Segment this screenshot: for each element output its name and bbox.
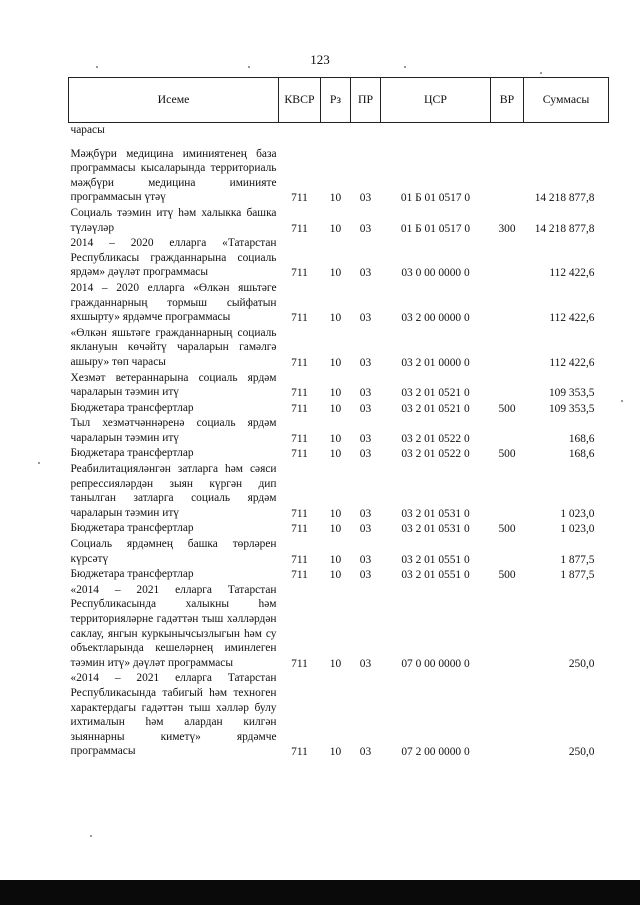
row-name: Мәҗбүри медицина иминиятенең база программасы кысаларында территориаль мәҗбүри медицина иминияте программасын үтәү (70, 147, 277, 204)
row-vr (491, 583, 524, 672)
row-csr: 03 2 01 0531 0 (401, 507, 470, 520)
row-sum: 168,6 (568, 432, 595, 445)
table-row (69, 567, 609, 583)
row-sum: 1 877,5 (560, 569, 595, 582)
header-pr: ПР (351, 78, 381, 123)
row-pr: 03 (359, 746, 372, 759)
row-rz: 10 (329, 222, 342, 235)
row-vr: 300 (498, 222, 516, 235)
row-csr: 07 2 00 0000 0 (401, 746, 470, 759)
row-csr: 01 Б 01 0517 0 (400, 222, 471, 235)
row-name: 2014 – 2020 елларга «Өлкән яшьтәге гражданнарның тормыш сыйфатын яхшырту» ярдәмче программасы (70, 281, 277, 324)
row-csr: 03 2 01 0000 0 (401, 356, 470, 369)
row-csr: 03 2 01 0522 0 (401, 448, 470, 461)
row-rz: 10 (329, 387, 342, 400)
row-vr (491, 671, 524, 760)
row-name: Бюджетара трансфертлар (70, 568, 194, 581)
row-kvsr: 711 (291, 746, 308, 759)
table-row (69, 236, 609, 281)
row-csr: 03 2 01 0551 0 (401, 569, 470, 582)
table-row (69, 371, 609, 401)
table-row (69, 416, 609, 446)
row-vr: 500 (498, 448, 516, 461)
row-name: Бюджетара трансфертлар (70, 447, 194, 460)
row-kvsr: 711 (291, 222, 308, 235)
row-vr (491, 236, 524, 281)
row-name: «Өлкән яшьтәге гражданнарның социаль яклануын көчәйтү чараларын гамәлгә ашыру» төп чарасы (70, 326, 277, 368)
row-pr: 03 (359, 312, 372, 325)
row-kvsr: 711 (291, 448, 308, 461)
row-kvsr: 711 (291, 507, 308, 520)
row-sum: 109 353,5 (548, 387, 595, 400)
row-rz: 10 (329, 553, 342, 566)
table-row (69, 139, 609, 206)
header-csr: ЦСР (381, 78, 491, 123)
row-csr: 07 0 00 0000 0 (401, 657, 470, 670)
row-rz (321, 123, 351, 139)
row-kvsr: 711 (291, 553, 308, 566)
row-name: чарасы (70, 124, 105, 136)
row-csr: 03 2 01 0531 0 (401, 523, 470, 536)
row-vr (491, 537, 524, 567)
table-row (69, 123, 609, 139)
row-kvsr: 711 (291, 432, 308, 445)
table-row (69, 326, 609, 371)
row-kvsr: 711 (291, 523, 308, 536)
scan-speck (621, 400, 623, 402)
row-kvsr (279, 123, 321, 139)
row-vr (491, 139, 524, 206)
row-vr (491, 462, 524, 521)
row-sum: 109 353,5 (548, 402, 595, 415)
row-pr: 03 (359, 657, 372, 670)
row-name: Бюджетара трансфертлар (70, 401, 194, 414)
header-vr: ВР (491, 78, 524, 123)
row-sum: 14 218 877,8 (534, 222, 595, 235)
row-sum: 1 877,5 (560, 553, 595, 566)
row-pr: 03 (359, 222, 372, 235)
table-row (69, 521, 609, 537)
header-sum: Суммасы (524, 78, 609, 123)
row-name: Хезмәт ветераннарына социаль ярдәм чараларын тәэмин итү (70, 371, 277, 399)
row-csr: 03 2 01 0522 0 (401, 432, 470, 445)
row-vr (491, 326, 524, 371)
scan-speck (90, 835, 92, 837)
row-pr (351, 123, 381, 139)
row-rz: 10 (329, 746, 342, 759)
row-sum: 250,0 (568, 746, 595, 759)
row-rz: 10 (329, 402, 342, 415)
row-pr: 03 (359, 523, 372, 536)
header-rz: Рз (321, 78, 351, 123)
row-rz: 10 (329, 523, 342, 536)
row-rz: 10 (329, 432, 342, 445)
row-pr: 03 (359, 553, 372, 566)
table-row (69, 281, 609, 326)
row-sum: 1 023,0 (560, 507, 595, 520)
table-row (69, 671, 609, 760)
row-sum (524, 123, 609, 139)
row-sum: 1 023,0 (560, 523, 595, 536)
row-rz: 10 (329, 507, 342, 520)
row-sum: 112 422,6 (549, 356, 595, 369)
row-rz: 10 (329, 569, 342, 582)
row-csr: 03 0 00 0000 0 (401, 267, 470, 280)
scan-speck (540, 72, 542, 74)
row-name: Бюджетара трансфертлар (70, 522, 194, 535)
row-rz: 10 (329, 267, 342, 280)
row-kvsr: 711 (291, 356, 308, 369)
row-rz: 10 (329, 192, 342, 205)
row-name: Социаль тәэмин итү һәм халыкка башка түләүләр (70, 206, 277, 234)
row-pr: 03 (359, 569, 372, 582)
row-pr: 03 (359, 507, 372, 520)
row-vr (491, 416, 524, 446)
row-pr: 03 (359, 402, 372, 415)
row-kvsr: 711 (291, 267, 308, 280)
row-vr (491, 371, 524, 401)
table-row (69, 537, 609, 567)
row-csr (381, 123, 491, 139)
table-row (69, 462, 609, 521)
row-vr: 500 (498, 402, 516, 415)
row-vr (491, 123, 524, 139)
row-rz: 10 (329, 448, 342, 461)
table-row (69, 401, 609, 417)
table-row (69, 583, 609, 672)
row-vr (491, 281, 524, 326)
budget-table (68, 77, 609, 760)
row-kvsr: 711 (291, 192, 308, 205)
scan-border-bar (0, 880, 640, 905)
row-kvsr: 711 (291, 657, 308, 670)
scan-speck (404, 66, 406, 68)
row-pr: 03 (359, 356, 372, 369)
header-kvsr: КВСР (279, 78, 321, 123)
row-rz: 10 (329, 356, 342, 369)
table-row (69, 206, 609, 236)
row-csr: 03 2 00 0000 0 (401, 312, 470, 325)
row-vr: 500 (498, 523, 516, 536)
page-number: 123 (310, 52, 330, 67)
row-name: Реабилитацияләнгән затларга һәм сәяси репрессияләрдән зыян күргән дип танылган затларга социаль ярдәм чараларын тәэмин итү (70, 463, 277, 519)
row-name: «2014 – 2021 елларга Татарстан Республикасында табигый һәм техноген характердагы гадәттән тыш хәлләр булу ихтималын һәм алардан килгән зыяннарны киметү» ярдәмче программасы (70, 672, 277, 758)
row-rz: 10 (329, 657, 342, 670)
row-name: 2014 – 2020 елларга «Татарстан Республикасы гражданнарына социаль ярдәм» дәүләт программасы (70, 237, 277, 279)
row-name: Тыл хезмәтчәннәренә социаль ярдәм чараларын тәэмин итү (70, 417, 277, 444)
row-csr: 03 2 01 0551 0 (401, 553, 470, 566)
row-sum: 14 218 877,8 (534, 192, 595, 205)
row-name: Социаль ярдәмнең башка төрләрен күрсәтү (70, 538, 277, 565)
row-kvsr: 711 (291, 387, 308, 400)
table-header-row (69, 78, 609, 123)
row-vr: 500 (498, 569, 516, 582)
row-kvsr: 711 (291, 402, 308, 415)
row-csr: 03 2 01 0521 0 (401, 387, 470, 400)
row-pr: 03 (359, 432, 372, 445)
row-sum: 250,0 (568, 657, 595, 670)
row-sum: 168,6 (568, 448, 595, 461)
row-pr: 03 (359, 387, 372, 400)
row-name: «2014 – 2021 елларга Татарстан Республикасында халыкны һәм территорияләрне гадәттән тыш хәлләрдән саклау, янгын куркынычсызлыгын һәм су объектларында кешеләрнең иминлеген тәэмин итү» дәүләт программасы (70, 583, 277, 669)
row-rz: 10 (329, 312, 342, 325)
row-csr: 03 2 01 0521 0 (401, 402, 470, 415)
scan-speck (96, 66, 98, 68)
row-pr: 03 (359, 192, 372, 205)
row-pr: 03 (359, 267, 372, 280)
scan-speck (38, 462, 40, 464)
table-row (69, 446, 609, 462)
row-kvsr: 711 (291, 569, 308, 582)
row-kvsr: 711 (291, 312, 308, 325)
row-sum: 112 422,6 (549, 267, 595, 280)
row-pr: 03 (359, 448, 372, 461)
header-name: Исеме (69, 78, 279, 123)
scan-speck (248, 66, 250, 68)
row-csr: 01 Б 01 0517 0 (400, 192, 471, 205)
row-sum: 112 422,6 (549, 312, 595, 325)
